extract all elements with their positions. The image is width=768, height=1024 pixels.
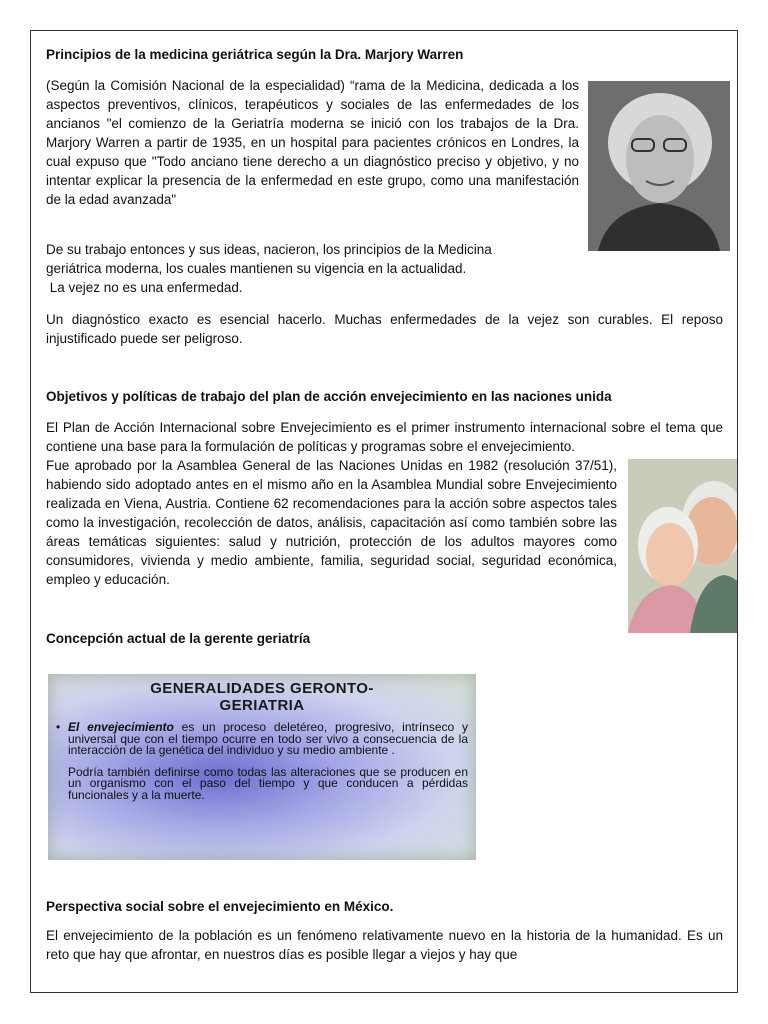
elderly-couple-photo xyxy=(628,459,738,633)
section-heading-un-plan: Objetivos y políticas de trabajo del plan de acción envejecimiento en las naciones unida xyxy=(46,389,612,404)
paragraph-principles: De su trabajo entonces y sus ideas, nacieron, los principios de la Medicina geriátrica moderna, los cuales mantienen su vigencia en la actualidad. La vejez no es una enfermedad. xyxy=(46,242,492,295)
slide-term: El envejecimiento xyxy=(68,720,174,734)
paragraph-mexico: El envejecimiento de la población es un fenómeno relativamente nuevo en la historia de la humanidad. Es un reto que hay que afrontar, en nuestros días es posible llegar a viejos y hay que xyxy=(46,928,723,962)
bullet-icon: • xyxy=(56,720,61,734)
slide-title: GENERALIDADES GERONTO- GERIATRIA xyxy=(150,680,374,714)
section-heading-mexico: Perspectiva social sobre el envejecimiento en México. xyxy=(46,899,394,914)
section-heading-gerente: Concepción actual de la gerente geriatría xyxy=(46,631,311,646)
paragraph-un-plan-intro: El Plan de Acción Internacional sobre Envejecimiento es el primer instrumento internacional sobre el tema que contiene una base para la formulación de políticas y programas sobre el envejecimiento. xyxy=(46,420,723,454)
section-heading-warren: Principios de la medicina geriátrica según la Dra. Marjory Warren xyxy=(46,47,464,62)
paragraph-un-plan-details: Fue aprobado por la Asamblea General de las Naciones Unidas en 1982 (resolución 37/51), habiendo sido adoptado antes en el mismo año en la Asamblea Mundial sobre Envejecimiento realizada en Viena, Austria. Contiene 62 recomendaciones para la acción sobre aspectos tales como la investigación, recolección de datos, análisis, capacitación así como también sobre las áreas temáticas siguientes: salud y nutrición, protección de los adultos mayores como consumidores, vivienda y medio ambiente, familia, seguridad social, seguridad económica, empleo y educación. xyxy=(46,458,617,587)
slide-body: • El envejecimiento es un proceso deletéreo, progresivo, intrínseco y universal que con el tiempo ocurre en todo ser vivo a consecuencia de la interacción de la genética del individuo y su medio ambiente . Podría también definirse como todas las alteraciones que se producen en un organismo con el paso del tiempo y que conducen a pérdidas funcionales y a la muerte. xyxy=(56,720,469,802)
marjory-warren-photo xyxy=(588,81,730,251)
slide-paragraph-2: Podría también definirse como todas las alteraciones que se producen en un organismo con el paso del tiempo y que conducen a pérdidas funcionales y a la muerte. xyxy=(68,764,468,802)
document-page xyxy=(30,30,738,993)
paragraph-diagnosis: Un diagnóstico exacto es esencial hacerlo. Muchas enfermedades de la vejez son curables. El reposo injustificado puede ser peligroso. xyxy=(46,312,723,346)
paragraph-warren-definition: (Según la Comisión Nacional de la especialidad) “rama de la Medicina, dedicada a los aspectos preventivos, clínicos, terapéuticos y sociales de las enfermedades de los ancianos "el comienzo de la Geriatría moderna se inició con los trabajos de la Dra. Marjory Warren a partir de 1935, en un hospital para pacientes crónicos en Londres, la cual expuso que "Todo anciano tiene derecho a un diagnóstico preciso y objetivo, y no intentar explicar la presencia de la enfermedad en este grupo, como una manifestación de la edad avanzada" xyxy=(46,78,579,207)
slide-generalidades xyxy=(48,674,476,860)
